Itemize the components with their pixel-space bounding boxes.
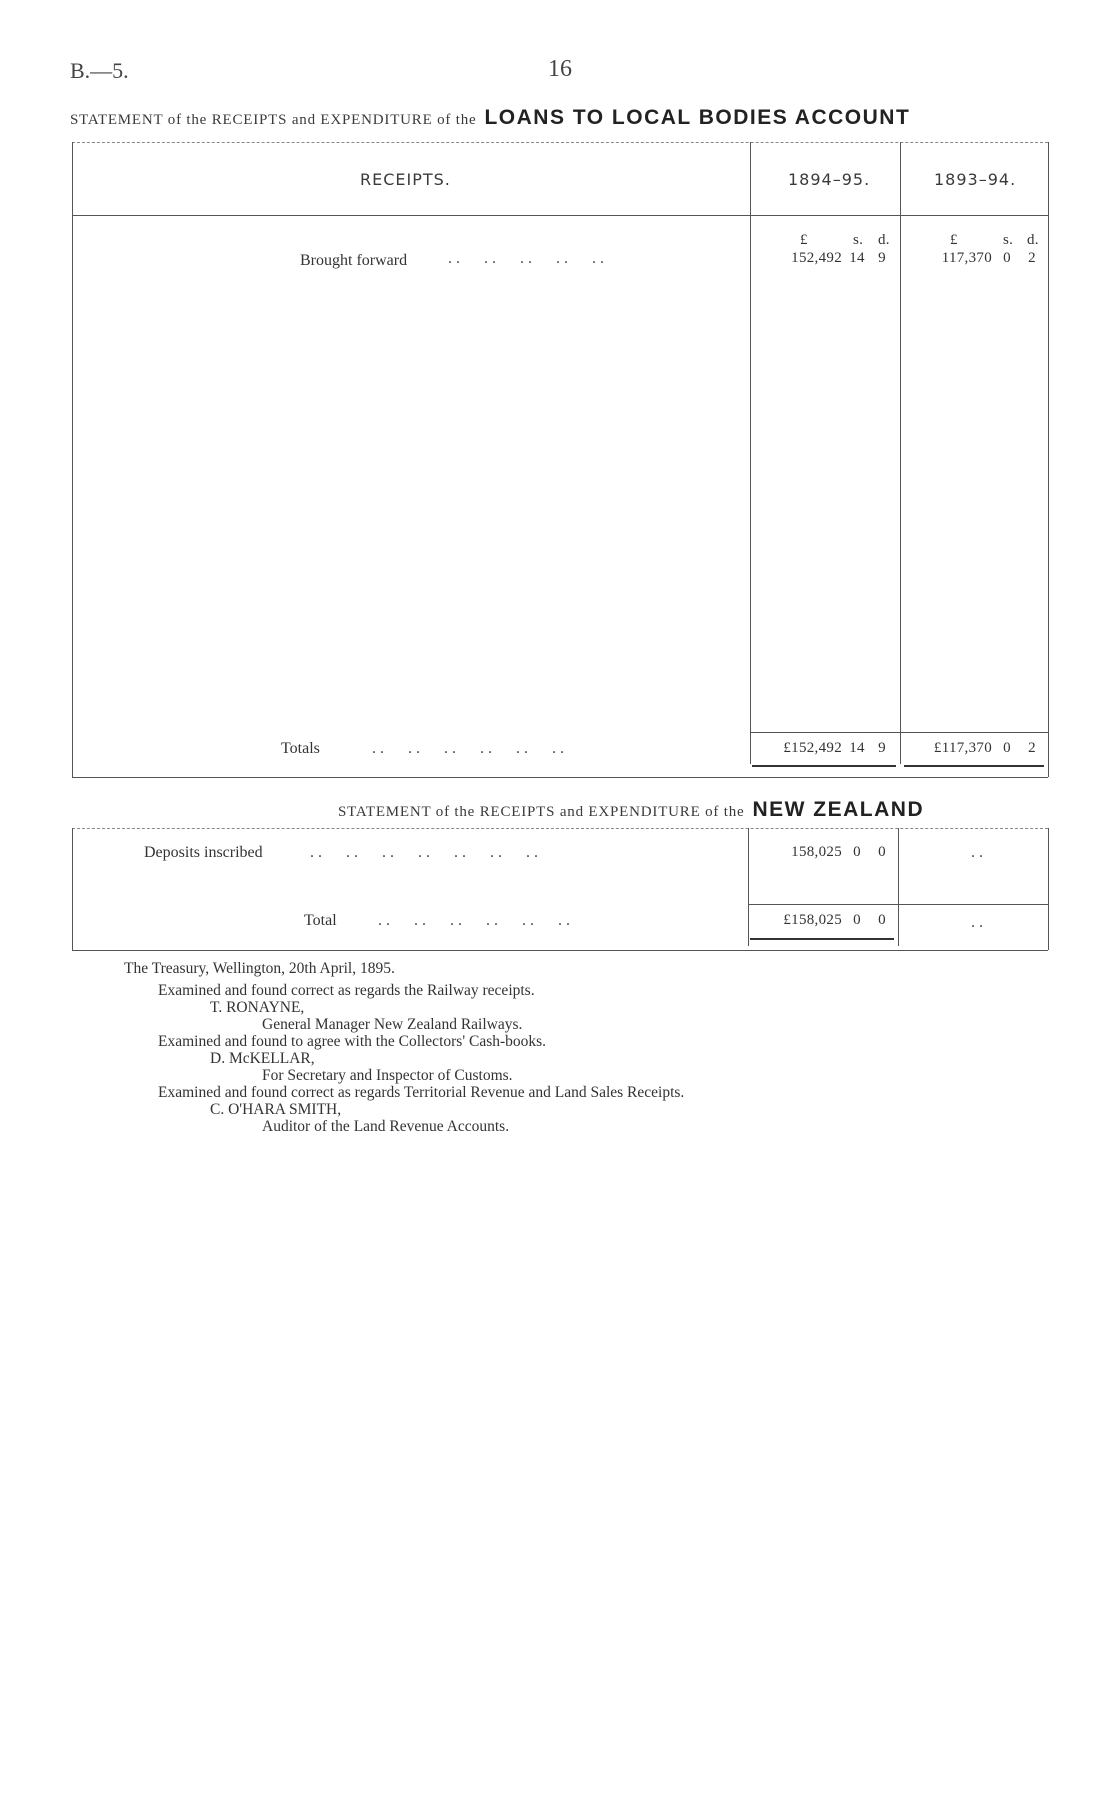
row-label: Brought forward (300, 252, 408, 269)
year2-unit-shillings: s. (1003, 232, 1014, 248)
year1-unit-pound: £ (800, 232, 808, 248)
total-double-rule-y1 (750, 938, 894, 940)
year2-pounds: 117,370 (941, 250, 992, 266)
table1-col-divider-1 (750, 142, 751, 764)
year2-total-pence: 2 (1028, 740, 1036, 756)
certification-statement: Examined and found correct as regards Territorial Revenue and Land Sales Receipts. (158, 1084, 685, 1101)
table1-col-divider-2 (900, 142, 901, 764)
year1-pounds: 158,025 (791, 844, 842, 860)
totals-rule-y2 (900, 732, 1048, 733)
year1-unit-pence: d. (878, 232, 890, 248)
statement1-title-bold: LOANS TO LOCAL BODIES ACCOUNT (484, 106, 911, 129)
certification-statement: Examined and found to agree with the Collectors' Cash-books. (158, 1033, 547, 1050)
year1-shillings: 0 (853, 844, 861, 860)
certification-statement: Examined and found correct as regards the Railway receipts. (158, 982, 535, 999)
year2-total-empty: . . (971, 914, 983, 931)
table1-top-rule (72, 142, 1048, 143)
signatory-name: T. RONAYNE, (210, 999, 305, 1016)
totals-double-rule-y2 (904, 765, 1044, 767)
table2-top-rule (72, 828, 1048, 829)
table1-bottom-rule (72, 777, 1048, 778)
totals-double-rule-y1 (752, 765, 896, 767)
signatory-name: D. McKELLAR, (210, 1050, 315, 1067)
signatory-title: For Secretary and Inspector of Customs. (262, 1067, 513, 1084)
year1-total-pounds: £158,025 (783, 912, 842, 928)
year2-unit-pence: d. (1027, 232, 1039, 248)
place-date: The Treasury, Wellington, 20th April, 1895. (124, 960, 395, 977)
year1-pence: 9 (878, 250, 886, 266)
total-rule-y2 (898, 904, 1048, 905)
table1-left-border (72, 142, 73, 777)
statement1-title-prefix: STATEMENT of the RECEIPTS and EXPENDITURE of the (70, 112, 477, 128)
row-label: Deposits inscribed (144, 844, 263, 861)
table2-right-border (1048, 828, 1049, 950)
year1-unit-shillings: s. (853, 232, 864, 248)
statement1-title (70, 106, 910, 130)
year1-column-header: 1894–95. (788, 170, 871, 189)
year2-empty: . . (971, 844, 983, 861)
totals-rule-y1 (750, 732, 900, 733)
year2-shillings: 0 (1003, 250, 1011, 266)
year2-column-header: 1893–94. (934, 170, 1017, 189)
leader-dots: . . . . . . . . . . . . . . (310, 844, 538, 861)
total-label: Total (304, 912, 337, 929)
table2-col-divider-1 (748, 828, 749, 946)
totals-label: Totals (281, 740, 320, 757)
year2-total-pounds: £117,370 (933, 740, 992, 756)
year1-pence: 0 (878, 844, 886, 860)
year1-total-pence: 0 (878, 912, 886, 928)
year2-unit-pound: £ (950, 232, 958, 248)
leader-dots: . . . . . . . . . . (448, 250, 604, 267)
year1-pounds: 152,492 (791, 250, 842, 266)
table1-header-rule (72, 215, 1048, 216)
year1-shillings: 14 (849, 250, 865, 266)
signatory-title: General Manager New Zealand Railways. (262, 1016, 523, 1033)
table2-col-divider-2 (898, 828, 899, 946)
statement2-title-bold: NEW ZEALAND (752, 798, 925, 821)
table2-left-border (72, 828, 73, 950)
statement2-title (338, 798, 924, 822)
signatory-name: C. O'HARA SMITH, (210, 1101, 342, 1118)
year1-total-pence: 9 (878, 740, 886, 756)
document-reference: B.—5. (70, 58, 129, 83)
year2-total-shillings: 0 (1003, 740, 1011, 756)
receipts-column-header: RECEIPTS. (360, 170, 451, 189)
year1-total-shillings: 14 (849, 740, 865, 756)
year1-total-shillings: 0 (853, 912, 861, 928)
table1-right-border (1048, 142, 1049, 777)
year1-total-pounds: £152,492 (783, 740, 842, 756)
leader-dots: . . . . . . . . . . . . (378, 912, 570, 929)
statement2-title-prefix: STATEMENT of the RECEIPTS and EXPENDITURE of the (338, 804, 745, 820)
leader-dots: . . . . . . . . . . . . (372, 740, 564, 757)
table2-bottom-rule (72, 950, 1048, 951)
signatory-title: Auditor of the Land Revenue Accounts. (262, 1118, 510, 1135)
total-rule-y1 (748, 904, 898, 905)
year2-pence: 2 (1028, 250, 1036, 266)
page-number: 16 (548, 56, 572, 82)
